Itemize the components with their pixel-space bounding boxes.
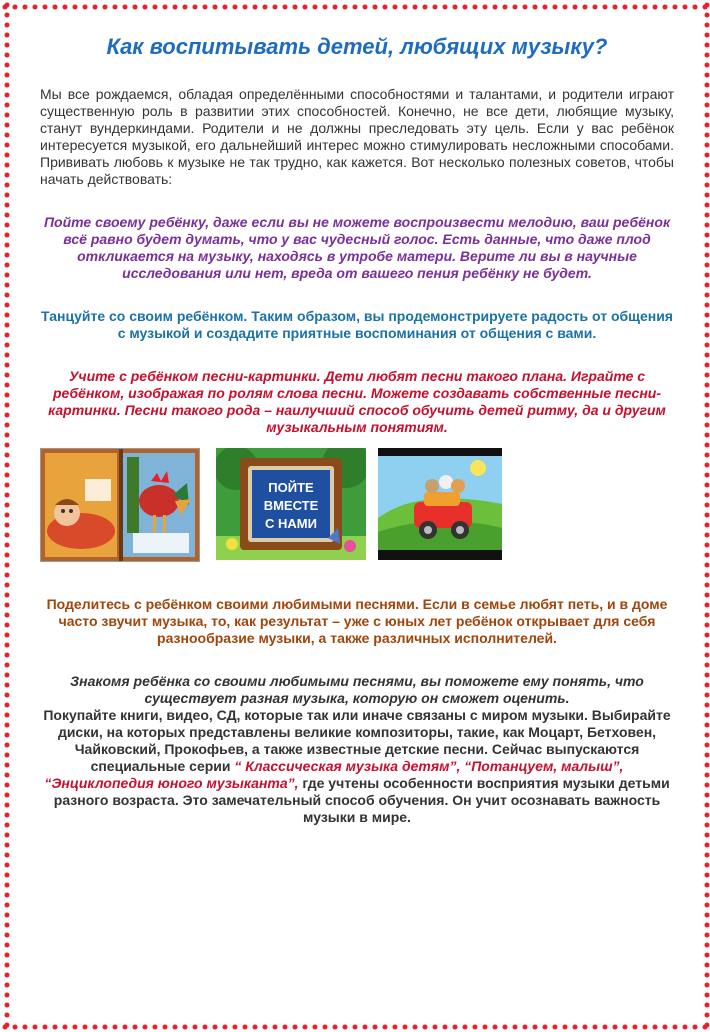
article [40,34,674,826]
sing-with-us-image [216,448,366,560]
border-dots-right [700,0,710,1032]
sign-line-1: ПОЙТЕ [268,480,314,495]
border-dots-top [0,0,710,10]
sign-line-3: С НАМИ [265,516,317,531]
intro-paragraph: Мы все рождаемся, обладая определёнными способностями и талантами, и родители играют существенную роль в развитии этих способностей. Конечно, не все дети, любящие музыку, станут вундеркиндами. Родители и не должны преследовать эту цель. Если у вас ребёнок интересуется музыкой, его дальнейший интерес можно стимулировать несложными способами. Прививать любовь к музыке не так трудно, как кажется. Вот несколько полезных советов, чтобы начать действовать: [40,86,674,187]
final-text-1: Покупайте книги, видео, СД, которые так или иначе связаны с миром музыки. Выбирайте диски, на которых представлены великие композиторы, такие, как Моцарт, Бетховен, Чайковский, Прокофьев, а также известные детские песни. Сейчас выпускаются специальные серии [43,707,671,774]
sign-line-2: ВМЕСТЕ [263,498,319,513]
border-dots-left [0,0,10,1032]
series-highlight: “ Классическая музыка детям”, “Потанцуем, малыш”, “Энциклопедия юного музыканта”, [44,758,624,791]
tip-picture-songs: Учите с ребёнком песни-картинки. Дети любят песни такого плана. Играйте с ребёнком, изображая по ролям слова песни. Можете создавать собственные песни-картинки. Песни такого рода – наилучший способ обучить детей ритму, да и другим музыкальным понятиям. [48,368,666,435]
border-dots-bottom [0,1020,710,1032]
final-text-2: где учтены особенности восприятия музыки детьми разного возраста. Это замечательный способ обучения. Он учит осознавать важность музыки в мире. [53,775,670,825]
final-paragraph [40,673,674,826]
illustrations [40,448,674,568]
page-title: Как воспитывать детей, любящих музыку? [106,34,608,59]
storybook-rooster-image [40,448,200,562]
final-italic-text: Знакомя ребёнка со своими любимыми песнями, вы поможете ему понять, что существует разная музыка, которую он сможет оценить. [70,673,644,706]
tip-sing: Пойте своему ребёнку, даже если вы не можете воспроизвести мелодию, ваш ребёнок всё равно будет думать, что у вас чудесный голос. Есть данные, что даже плод откликается на музыку, находясь в утробе матери. Верите ли вы в научные исследования или нет, вреда от вашего пения ребёнку не будет. [43,214,671,281]
tip-dance: Танцуйте со своим ребёнком. Таким образом, вы продемонстрируете радость от общения с музыкой и создадите приятные воспоминания от общения с вами. [41,308,673,341]
animals-car-image [378,448,502,560]
tip-share: Поделитесь с ребёнком своими любимыми песнями. Если в семье любят петь, и в доме часто звучит музыка, то, как результат – уже с юных лет ребёнок открывает для себя разнообразие музыки, а также различных исполнителей. [46,596,668,646]
